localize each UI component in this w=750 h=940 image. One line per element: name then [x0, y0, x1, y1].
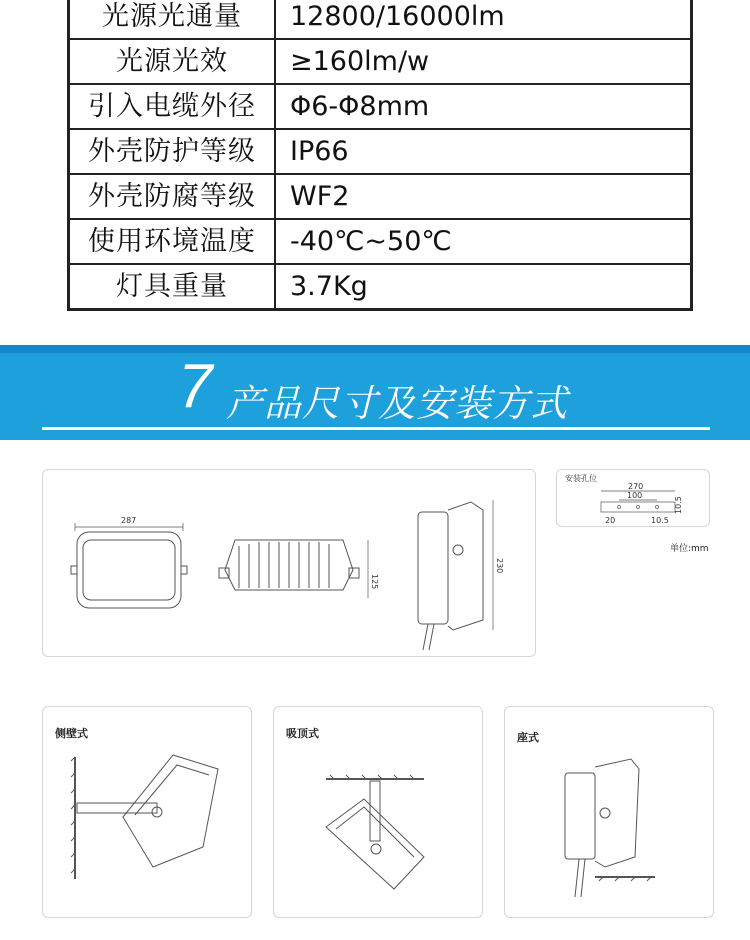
spec-row [69, 129, 692, 174]
dimension-drawings [43, 470, 535, 656]
ceiling-mount-panel [273, 706, 483, 918]
spec-value: ≥160lm/w [275, 39, 692, 84]
spec-label: 外壳防护等级 [69, 129, 276, 174]
wall-mount-label: 侧壁式 [55, 727, 88, 740]
spec-label: 光源光通量 [69, 0, 276, 39]
spec-value: Φ6-Φ8mm [275, 84, 692, 129]
base-mount-label: 座式 [517, 731, 539, 744]
hole-dim-270: 270 [628, 482, 644, 491]
mounting-holes-title: 安装孔位 [565, 474, 597, 483]
hole-dim-20: 20 [605, 516, 616, 525]
spec-value: IP66 [275, 129, 692, 174]
spec-label: 使用环境温度 [69, 219, 276, 264]
dimension-drawing-panel [42, 469, 536, 657]
hole-dim-100: 100 [627, 491, 643, 500]
base-mount-panel [504, 706, 714, 918]
hole-dim-height: 10.5 [674, 496, 683, 514]
spec-label: 光源光效 [69, 39, 276, 84]
spec-value: -40℃~50℃ [275, 219, 692, 264]
spec-row [69, 39, 692, 84]
spec-value: 3.7Kg [275, 264, 692, 310]
spec-row [69, 219, 692, 264]
ceiling-mount-label: 吸顶式 [286, 727, 319, 740]
spec-row [69, 264, 692, 310]
spec-label: 引入电缆外径 [69, 84, 276, 129]
mounting-holes-drawing [557, 470, 709, 526]
mounting-holes-panel [556, 469, 710, 527]
spec-label: 外壳防腐等级 [69, 174, 276, 219]
spec-label: 灯具重量 [69, 264, 276, 310]
hole-dim-105: 10.5 [651, 516, 669, 525]
spec-row [69, 84, 692, 129]
section-number: 7 [178, 352, 213, 421]
front-view-drawing [71, 523, 187, 608]
banner-top-stripe [0, 345, 750, 353]
height-dimension: 230 [495, 558, 504, 574]
unit-label: 单位:mm [670, 544, 709, 554]
width-dimension: 287 [121, 516, 137, 525]
section-banner [0, 345, 750, 440]
spec-row [69, 0, 692, 39]
section-title: 产品尺寸及安装方式 [226, 382, 568, 425]
side-view-drawing [219, 540, 368, 598]
spec-table [67, 0, 693, 311]
profile-view-drawing [418, 500, 493, 650]
spec-value: 12800/16000lm [275, 0, 692, 39]
depth-dimension: 125 [370, 574, 379, 590]
wall-mount-panel [42, 706, 252, 918]
spec-row [69, 174, 692, 219]
spec-value: WF2 [275, 174, 692, 219]
banner-underline [42, 427, 710, 430]
